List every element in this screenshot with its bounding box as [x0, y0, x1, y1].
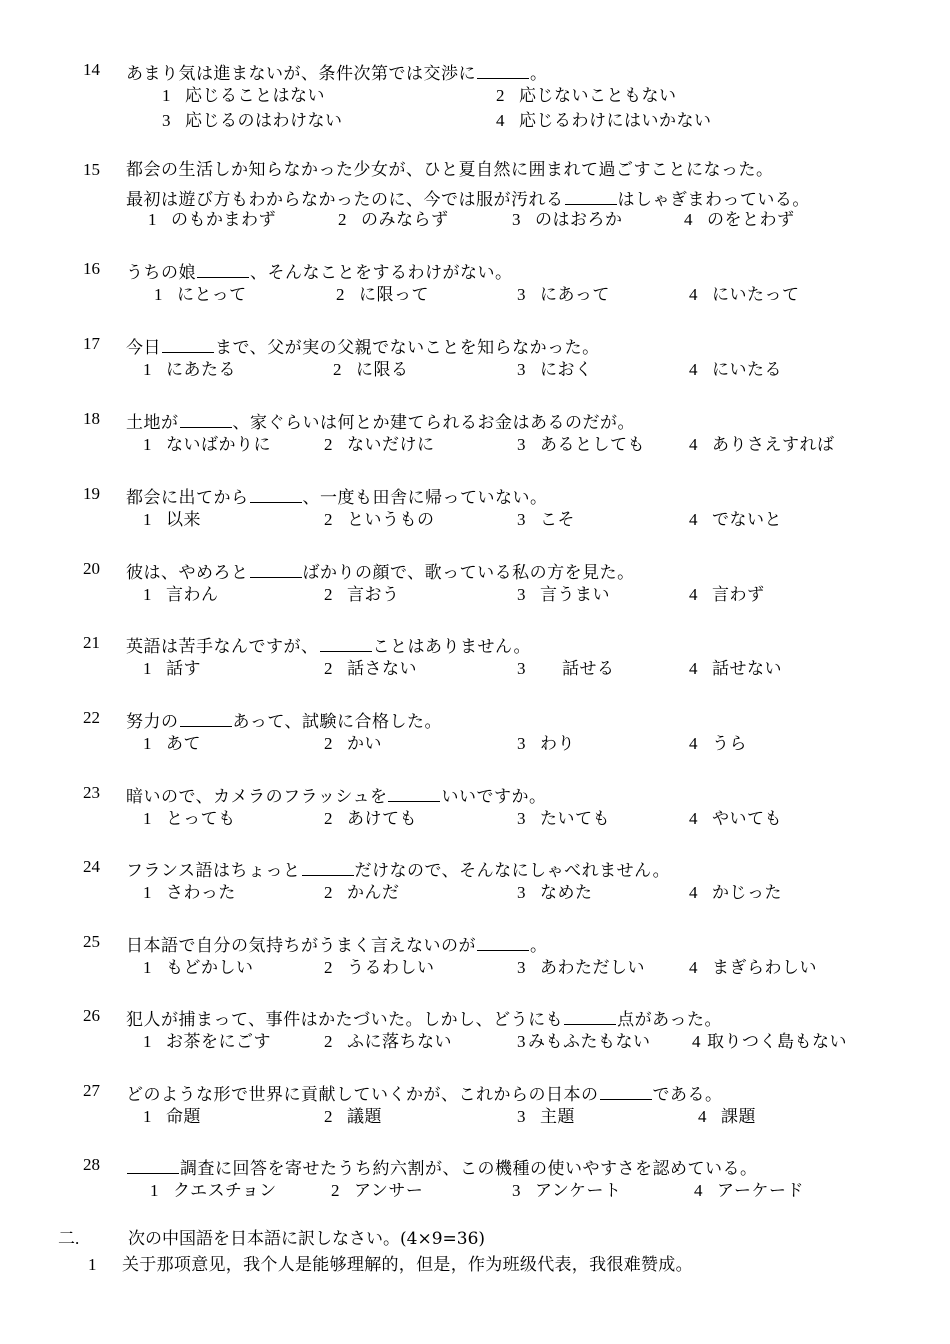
option-1: 1 とっても [143, 809, 236, 829]
question-stem: 今日 まで、父が実の父親でないことを知らなかった。 [126, 332, 600, 360]
question-stem: フランス語はちょっと だけなので、そんなにしゃべれません。 [126, 855, 670, 883]
option-2: 2 ないだけに [324, 435, 435, 455]
question-number: 28 [83, 1155, 100, 1174]
option-2: 2 アンサー [331, 1181, 424, 1201]
option-1: 1 言わん [143, 585, 219, 605]
section-title: 次の中国語を日本語に訳しなさい。(4×9=36) [128, 1229, 486, 1249]
option-3: 3 におく [517, 360, 593, 380]
option-3: 3 わり [517, 734, 575, 754]
question-stem-line-1: 都会の生活しか知らなかった少女が、ひと夏自然に囲まれて過ごすことになった。 [126, 160, 774, 180]
answer-blank [564, 1004, 616, 1025]
question-number: 14 [83, 60, 100, 79]
option-1: 1 以来 [143, 510, 201, 530]
question-number: 21 [83, 633, 100, 652]
question-stem: うちの娘 、そんなことをするわけがない。 [126, 257, 513, 285]
option-4: 4 にいたって [689, 285, 800, 305]
option-3: 3 あるとしても [517, 435, 645, 455]
option-2: 2 ふに落ちない [324, 1032, 452, 1052]
option-4: 4 うら [689, 734, 747, 754]
answer-blank [127, 1153, 179, 1174]
answer-blank [600, 1079, 652, 1100]
option-1: 1 もどかしい [143, 958, 254, 978]
question-number: 17 [83, 334, 100, 353]
answer-blank [180, 706, 232, 727]
option-2: 2 というもの [324, 510, 435, 530]
option-4: 4 やいても [689, 809, 782, 829]
option-1: 1 話す [143, 659, 201, 679]
question-number: 26 [83, 1006, 100, 1025]
question-stem: 暗いので、カメラのフラッシュを いいですか。 [126, 781, 546, 809]
question-number: 27 [83, 1081, 100, 1100]
option-4: 4 課題 [698, 1107, 756, 1127]
question-number: 23 [83, 783, 100, 802]
answer-blank [388, 781, 440, 802]
option-3: 3 話せる [517, 659, 615, 679]
option-1: 1 ないばかりに [143, 435, 271, 455]
question-stem: 彼は、やめろと ばかりの顔で、歌っている私の方を見た。 [126, 557, 635, 585]
option-4: 4 まぎらわしい [689, 958, 817, 978]
option-1: 1 クエスチョン [150, 1181, 277, 1201]
answer-blank [162, 332, 214, 353]
option-3: 3 あわただしい [517, 958, 645, 978]
question-number: 24 [83, 857, 100, 876]
option-1: 1 応じることはない [162, 86, 325, 106]
option-1: 1 さわった [143, 883, 236, 903]
option-1: 1 のもかまわず [148, 210, 276, 230]
answer-blank [477, 58, 529, 79]
answer-blank [477, 930, 529, 951]
question-stem: あまり気は進まないが、条件次第では交渉に 。 [126, 58, 548, 86]
question-number: 20 [83, 559, 100, 578]
option-4: 4 アーケード [694, 1181, 804, 1201]
option-4: 4 話せない [689, 659, 782, 679]
option-3: 3 たいても [517, 809, 610, 829]
answer-blank [565, 184, 617, 205]
answer-blank [320, 631, 372, 652]
option-1: 1 にあたる [143, 360, 236, 380]
question-number: 25 [83, 932, 100, 951]
option-2: 2 うるわしい [324, 958, 435, 978]
question-stem: どのような形で世界に貢献していくかが、これからの日本の である。 [126, 1079, 723, 1107]
question-number: 22 [83, 708, 100, 727]
question-number: 1 [88, 1255, 97, 1274]
option-2: 2 のみならず [338, 210, 449, 230]
option-4: 4 にいたる [689, 360, 782, 380]
option-2: 2 応じないこともない [496, 86, 677, 106]
option-2: 2 あけても [324, 809, 417, 829]
question-number: 19 [83, 484, 100, 503]
option-3: 3 みもふたもない [517, 1032, 651, 1052]
answer-blank [180, 407, 232, 428]
option-4: 4 でないと [689, 510, 782, 530]
answer-blank [250, 482, 302, 503]
option-3: 3 にあって [517, 285, 610, 305]
question-stem: 日本語で自分の気持ちがうまく言えないのが 。 [126, 930, 548, 958]
option-1: 1 お茶をにごす [143, 1032, 271, 1052]
option-4: 4 応じるわけにはいかない [496, 111, 712, 131]
option-3: 3 言うまい [517, 585, 610, 605]
option-3: 3 こそ [517, 510, 575, 530]
option-3: 3 主題 [517, 1107, 575, 1127]
question-number: 18 [83, 409, 100, 428]
question-stem: 都会に出てから 、一度も田舎に帰っていない。 [126, 482, 548, 510]
question-number: 15 [83, 160, 100, 179]
option-2: 2 話さない [324, 659, 417, 679]
option-2: 2 議題 [324, 1107, 382, 1127]
option-4: 4 言わず [689, 585, 765, 605]
option-1: 1 あて [143, 734, 201, 754]
question-stem: 土地が 、家ぐらいは何とか建てられるお金はあるのだが。 [126, 407, 635, 435]
option-3: 3 のはおろか [512, 210, 623, 230]
option-2: 2 言おう [324, 585, 400, 605]
option-3: 3 アンケート [512, 1181, 622, 1201]
option-2: 2 に限る [333, 360, 409, 380]
option-3: 3 なめた [517, 883, 593, 903]
question-number: 16 [83, 259, 100, 278]
option-1: 1 命題 [143, 1107, 201, 1127]
option-2: 2 かい [324, 734, 382, 754]
answer-blank [250, 557, 302, 578]
option-4: 4 ありさえすれば [689, 435, 835, 455]
question-stem-line-2: 最初は遊び方もわからなかったのに、今では服が汚れる はしゃぎまわっている。 [126, 184, 810, 212]
question-stem: 調査に回答を寄せたうち約六割が、この機種の使いやすさを認めている。 [126, 1153, 758, 1181]
option-4: 4 のをとわず [684, 210, 795, 230]
option-1: 1 にとって [154, 285, 247, 305]
option-4: 4 かじった [689, 883, 782, 903]
option-2: 2 に限って [336, 285, 429, 305]
option-3: 3 応じるのはわけない [162, 111, 343, 131]
translation-question-1 [88, 1253, 693, 1277]
section-number: 二. [58, 1229, 80, 1248]
answer-blank [302, 855, 354, 876]
option-2: 2 かんだ [324, 883, 400, 903]
question-text: 关于那项意见，我个人是能够理解的，但是，作为班级代表，我很难赞成。 [122, 1255, 693, 1275]
question-stem: 英語は苦手なんですが、 ことはありません。 [126, 631, 531, 659]
question-stem: 犯人が捕まって、事件はかたづいた。しかし、どうにも 点があった。 [126, 1004, 722, 1032]
section-2-heading [58, 1227, 485, 1251]
answer-blank [197, 257, 249, 278]
option-4: 4 取りつく島もない [692, 1032, 847, 1052]
question-stem: 努力の あって、試験に合格した。 [126, 706, 442, 734]
